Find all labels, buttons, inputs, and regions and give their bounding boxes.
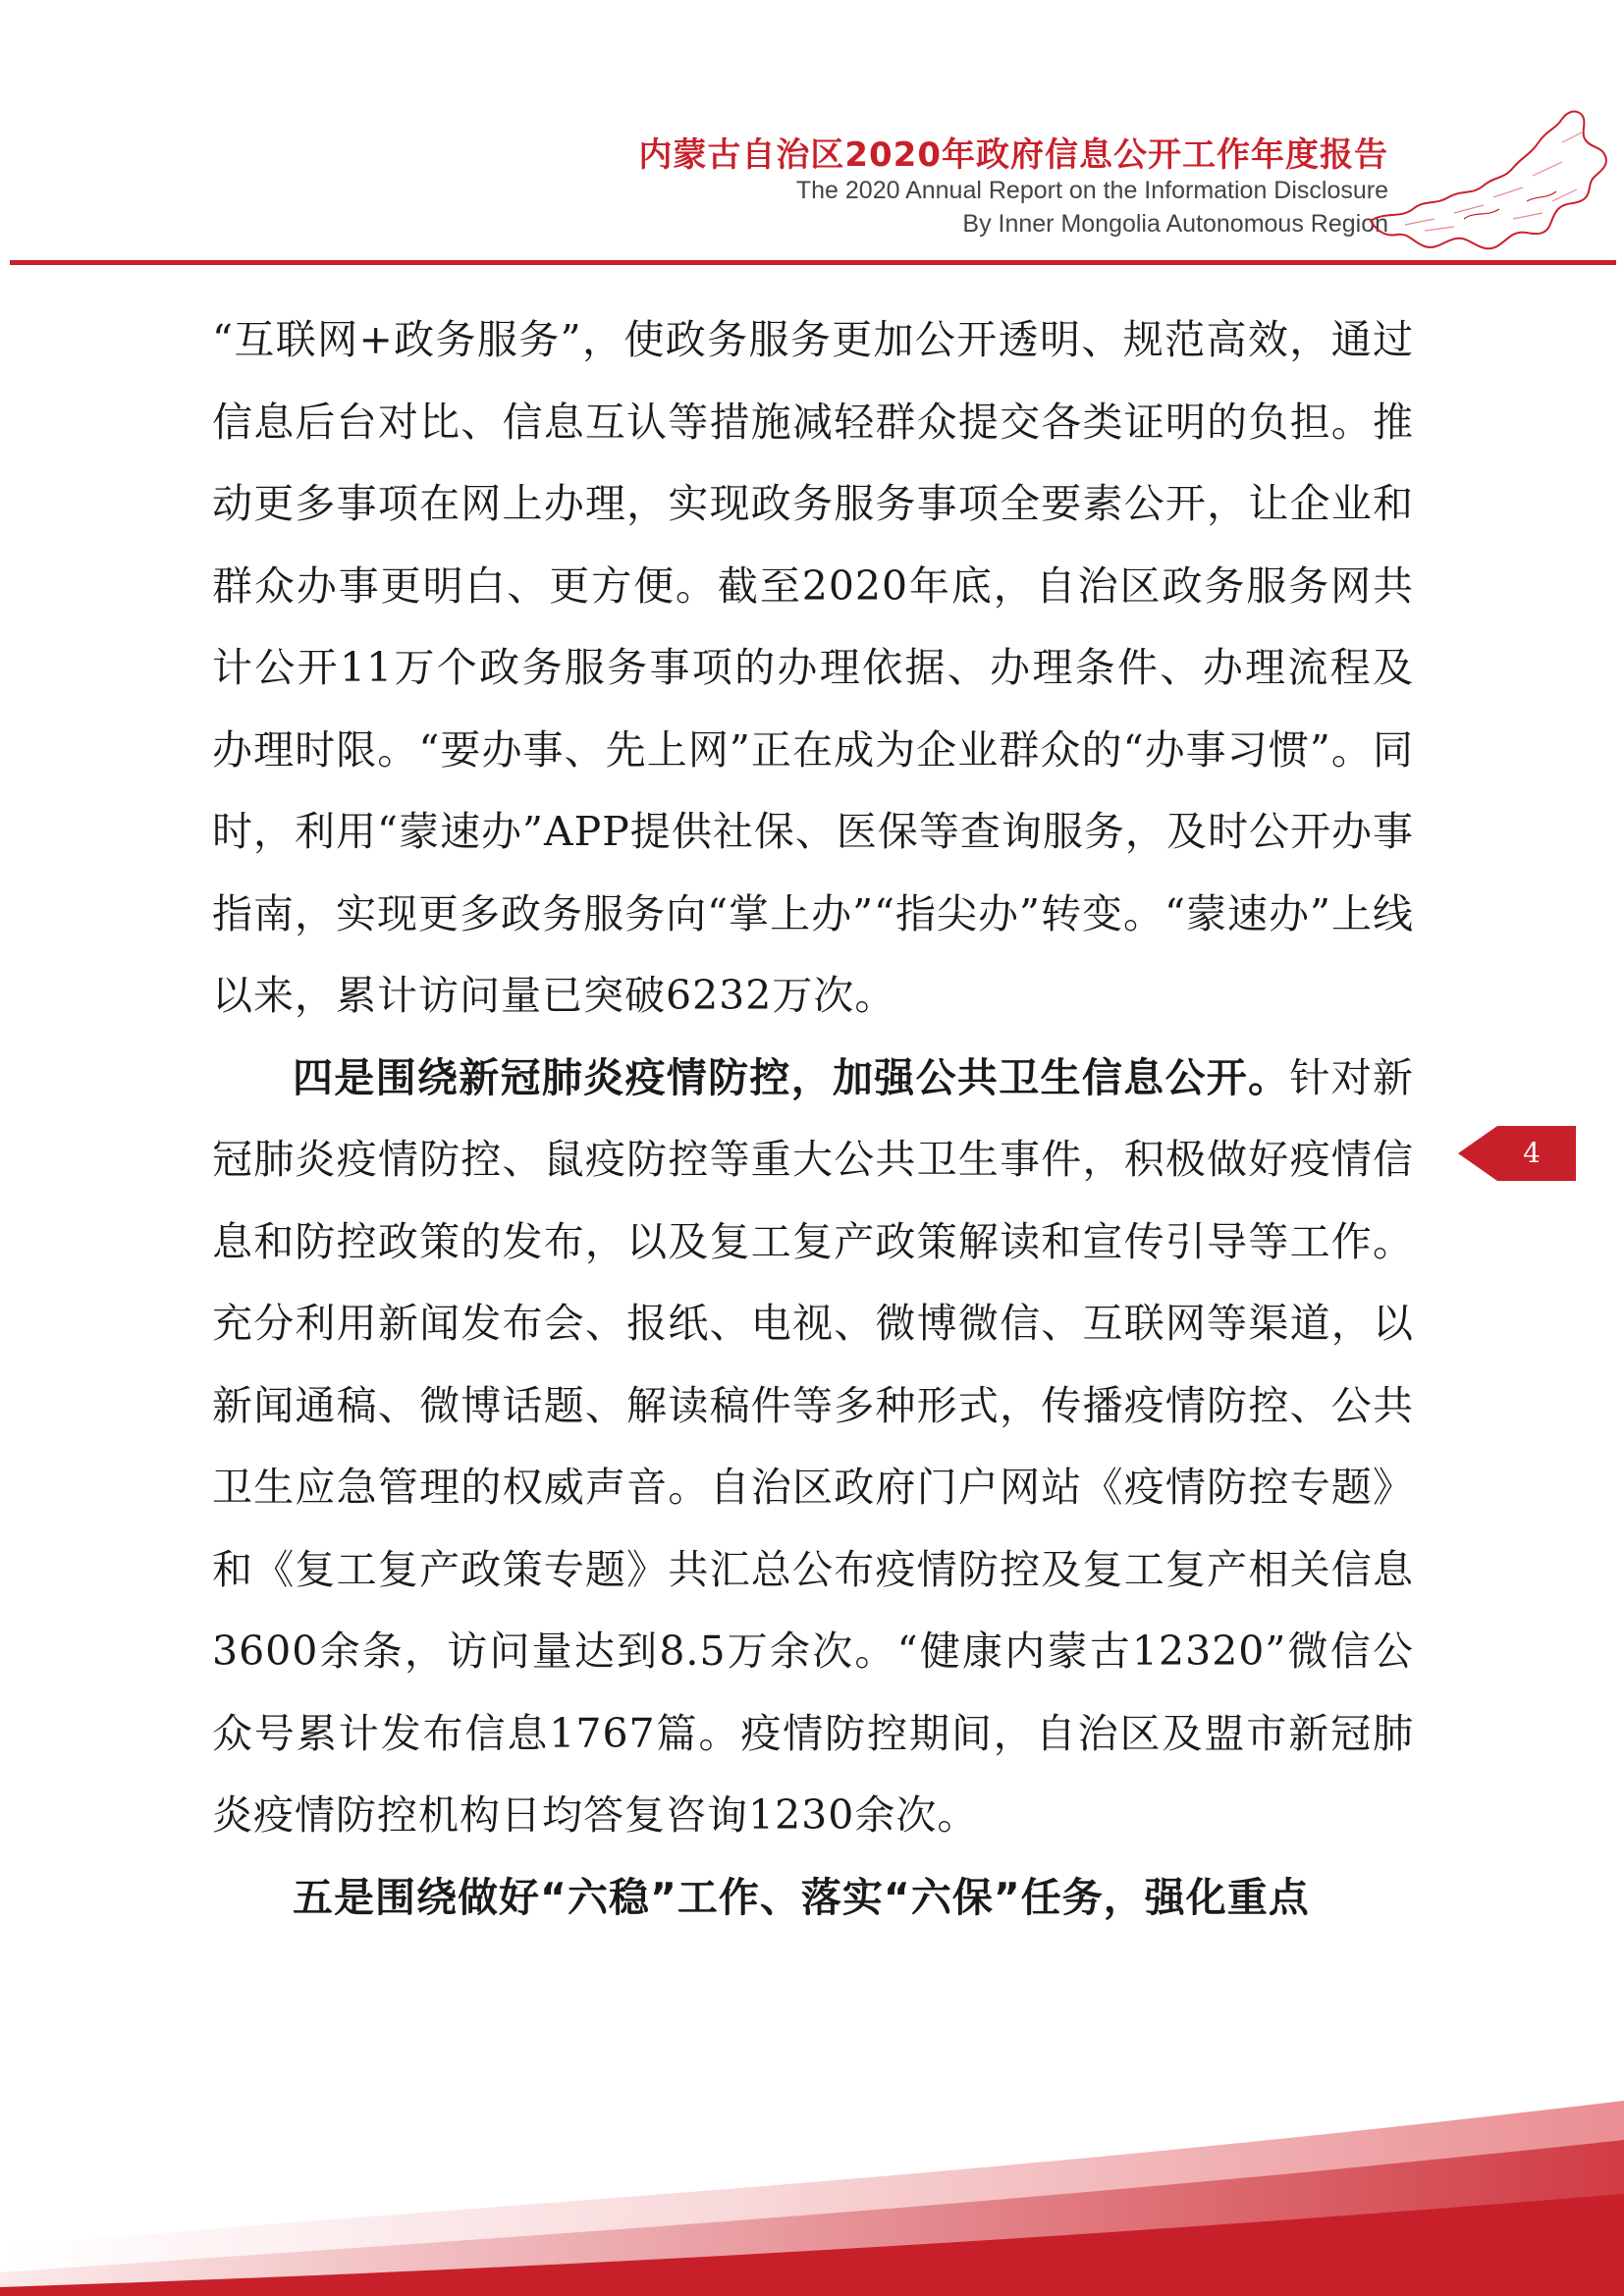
footer-wave-decoration: [0, 2101, 1624, 2296]
paragraph-1: “互联网+政务服务”，使政务服务更加公开透明、规范高效，通过信息后台对比、信息互认等措施减轻群众提交各类证明的负担。推动更多事项在网上办理，实现政务服务事项全要素公开，让企业和群众办事更明白、更方便。截至2020年底，自治区政务服务网共计公开11万个政务服务事项的办理依据、办理条件、办理流程及办理时限。“要办事、先上网”正在成为企业群众的“办事习惯”。同时，利用“蒙速办”APP提供社保、医保等查询服务，及时公开办事指南，实现更多政务服务向“掌上办”“指尖办”转变。“蒙速办”上线以来，累计访问量已突破6232万次。: [212, 316, 1414, 1019]
report-title-en-line2: By Inner Mongolia Autonomous Region: [962, 210, 1388, 238]
paragraph-2-body: 针对新冠肺炎疫情防控、鼠疫防控等重大公共卫生事件，积极做好疫情信息和防控政策的发布，以及复工复产政策解读和宣传引导等工作。充分利用新闻发布会、报纸、电视、微博微信、互联网等渠道，以新闻通稿、微博话题、解读稿件等多种形式，传播疫情防控、公共卫生应急管理的权威声音。自治区政府门户网站《疫情防控专题》和《复工复产政策专题》共汇总公布疫情防控及复工复产相关信息3600余条，访问量达到8.5万余次。“健康内蒙古12320”微信公众号累计发布信息1767篇。疫情防控期间，自治区及盟市新冠肺炎疫情防控机构日均答复咨询1230余次。: [212, 1053, 1415, 1839]
page-header: [0, 0, 1624, 275]
report-body: [212, 299, 1414, 1939]
header-rule: [10, 260, 1616, 265]
page-number: 4: [1523, 1137, 1541, 1169]
paragraph-3-heading: 五是围绕做好“六稳”工作、落实“六保”任务，强化重点: [293, 1873, 1310, 1921]
report-title-cn: 内蒙古自治区2020年政府信息公开工作年度报告: [638, 135, 1388, 175]
paragraph-3: [212, 1857, 1414, 1940]
report-title-en-line1: The 2020 Annual Report on the Information Disclosure: [795, 177, 1388, 204]
paragraph-2: [212, 1038, 1414, 1857]
inner-mongolia-map-icon: [1366, 103, 1616, 260]
paragraph-2-heading: 四是围绕新冠肺炎疫情防控，加强公共卫生信息公开。: [293, 1053, 1290, 1101]
